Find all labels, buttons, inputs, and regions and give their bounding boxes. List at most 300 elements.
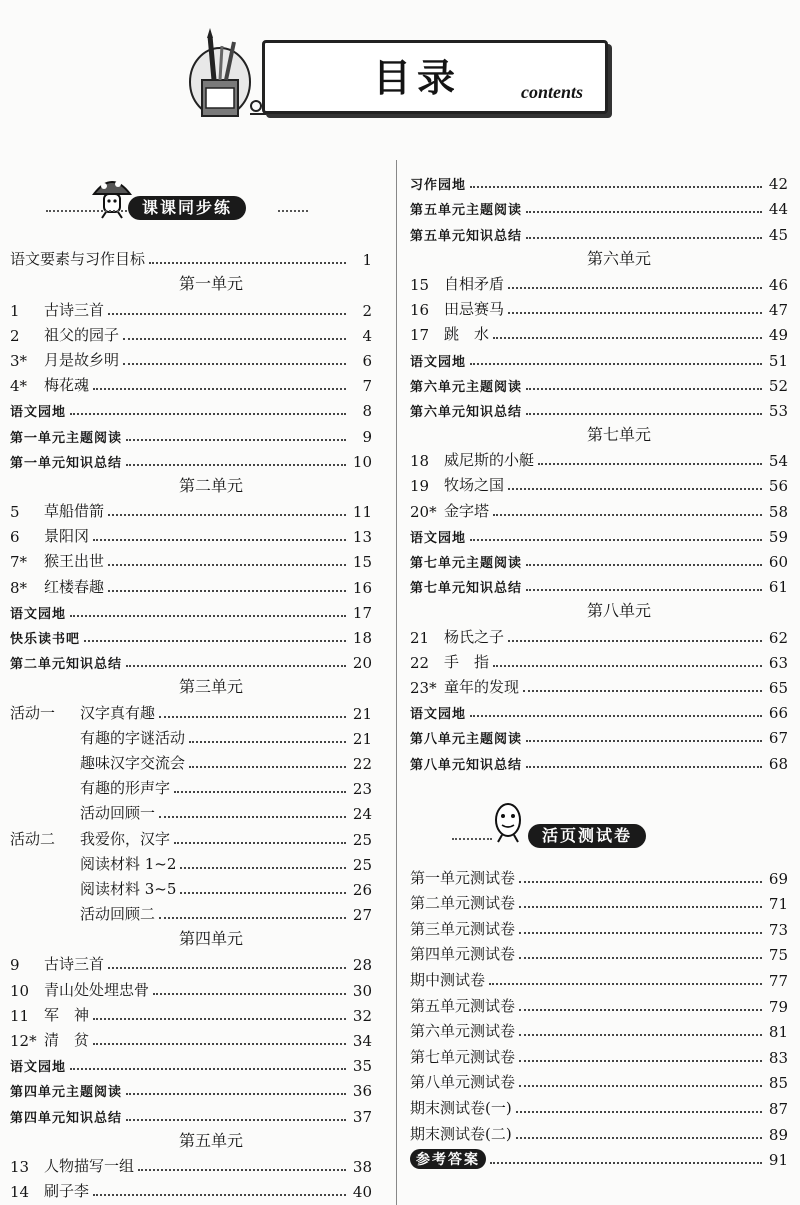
toc-entry[interactable] bbox=[10, 1025, 372, 1050]
dot-leader bbox=[123, 338, 346, 340]
toc-entry[interactable] bbox=[410, 621, 788, 646]
dot-leader bbox=[108, 967, 346, 969]
toc-entry[interactable] bbox=[410, 370, 788, 395]
toc-entry[interactable] bbox=[410, 193, 788, 218]
toc-entry-number: 1 bbox=[10, 301, 20, 320]
unit-heading bbox=[10, 924, 372, 949]
dot-leader bbox=[93, 1018, 346, 1020]
dot-leader bbox=[108, 313, 346, 315]
toc-entry[interactable] bbox=[10, 622, 372, 647]
page-subtitle: contents bbox=[520, 82, 583, 102]
toc-entry-number: 4* bbox=[10, 377, 28, 396]
toc-entry-page: 45 bbox=[768, 225, 788, 244]
dot-leader bbox=[123, 363, 346, 365]
toc-entry[interactable] bbox=[10, 798, 372, 823]
toc-entry-title: 古诗三首 bbox=[44, 300, 105, 319]
toc-entry-page: 81 bbox=[768, 1023, 788, 1042]
toc-entry[interactable] bbox=[410, 294, 788, 319]
dot-leader bbox=[519, 906, 762, 908]
dot-leader bbox=[189, 741, 346, 743]
toc-entry-title: 参考答案 bbox=[410, 1149, 486, 1169]
toc-entry[interactable] bbox=[10, 1075, 372, 1100]
toc-entry-page: 4 bbox=[362, 326, 372, 345]
banner-dots-left bbox=[452, 838, 492, 840]
toc-entry[interactable] bbox=[10, 546, 372, 571]
toc-entry-page: 91 bbox=[768, 1150, 788, 1169]
toc-entry[interactable] bbox=[410, 722, 788, 747]
toc-entry-page: 56 bbox=[768, 477, 788, 496]
dot-leader bbox=[470, 363, 762, 365]
dot-leader bbox=[519, 1085, 762, 1087]
toc-entry-title: 期末测试卷(一) bbox=[410, 1098, 512, 1117]
toc-entry-title: 红楼春趣 bbox=[44, 577, 105, 596]
toc-entry-page: 37 bbox=[352, 1107, 372, 1126]
dot-leader bbox=[526, 388, 762, 390]
toc-entry-title: 第二单元知识总结 bbox=[10, 657, 123, 673]
unit-heading bbox=[410, 244, 788, 269]
toc-entry-title: 第六单元知识总结 bbox=[410, 404, 523, 420]
dot-leader bbox=[70, 413, 346, 415]
toc-entry[interactable] bbox=[10, 899, 372, 924]
dot-leader bbox=[174, 791, 346, 793]
dot-leader bbox=[516, 1137, 762, 1139]
toc-right-column bbox=[410, 168, 788, 773]
toc-entry-title: 第三单元测试卷 bbox=[410, 919, 516, 938]
toc-entry-number: 22 bbox=[410, 653, 430, 672]
toc-entry-title: 第四单元测试卷 bbox=[410, 945, 516, 964]
toc-entry-page: 36 bbox=[352, 1082, 372, 1101]
toc-entry-title: 刷子李 bbox=[44, 1182, 90, 1201]
toc-entry[interactable] bbox=[10, 748, 372, 773]
toc-entry-page: 21 bbox=[352, 729, 372, 748]
dot-leader bbox=[519, 1034, 762, 1036]
toc-entry-number: 16 bbox=[410, 301, 430, 320]
dot-leader bbox=[93, 539, 346, 541]
toc-entry[interactable] bbox=[410, 319, 788, 344]
toc-entry-page: 10 bbox=[352, 452, 372, 471]
toc-entry[interactable] bbox=[410, 1067, 788, 1093]
toc-entry-title: 语文园地 bbox=[10, 405, 67, 421]
toc-entry-title: 语文园地 bbox=[410, 530, 467, 546]
toc-entry-page: 24 bbox=[352, 805, 372, 824]
toc-entry-title: 第七单元测试卷 bbox=[410, 1047, 516, 1066]
toc-entry-page: 63 bbox=[768, 653, 788, 672]
dot-leader bbox=[180, 867, 346, 869]
toc-entry-title: 习作园地 bbox=[410, 178, 467, 194]
toc-entry-number: 18 bbox=[410, 452, 430, 471]
toc-entry[interactable] bbox=[10, 1100, 372, 1125]
toc-entry-title: 第四单元主题阅读 bbox=[10, 1085, 123, 1101]
toc-entry-number: 20* bbox=[410, 502, 437, 521]
unit-heading bbox=[10, 471, 372, 496]
toc-entry[interactable] bbox=[10, 874, 372, 899]
toc-entry[interactable] bbox=[10, 370, 372, 395]
toc-entry-page: 77 bbox=[768, 971, 788, 990]
toc-entry[interactable] bbox=[410, 1144, 788, 1169]
toc-entry[interactable] bbox=[10, 697, 372, 722]
toc-entry-page: 79 bbox=[768, 997, 788, 1016]
toc-entry[interactable] bbox=[410, 913, 788, 939]
toc-entry-title: 祖父的园子 bbox=[44, 325, 120, 344]
unit-heading bbox=[10, 672, 372, 697]
toc-entry-number: 14 bbox=[10, 1183, 30, 1202]
unit-title: 第四单元 bbox=[178, 929, 243, 949]
dot-leader bbox=[470, 715, 762, 717]
dot-leader bbox=[523, 690, 762, 692]
toc-entry-page: 49 bbox=[768, 326, 788, 345]
toc-entry-page: 44 bbox=[768, 200, 788, 219]
toc-entry-title: 汉字真有趣 bbox=[80, 703, 156, 722]
dot-leader bbox=[93, 1043, 346, 1045]
dot-leader bbox=[93, 1194, 346, 1196]
toc-entry-page: 60 bbox=[768, 553, 788, 571]
dot-leader bbox=[470, 539, 762, 541]
dot-leader bbox=[538, 463, 762, 465]
toc-entry-page: 25 bbox=[352, 830, 372, 849]
toc-entry-page: 51 bbox=[768, 351, 788, 370]
toc-entry[interactable] bbox=[410, 697, 788, 722]
toc-entry-title: 语文园地 bbox=[10, 1060, 67, 1076]
toc-entry-title: 第一单元知识总结 bbox=[10, 455, 123, 471]
toc-left-column bbox=[10, 244, 372, 1201]
toc-entry-page: 75 bbox=[768, 946, 788, 965]
dot-leader bbox=[508, 640, 762, 642]
toc-entry-title: 景阳冈 bbox=[44, 527, 90, 546]
dot-leader bbox=[153, 993, 346, 995]
toc-entry-number: 11 bbox=[10, 1006, 30, 1025]
dot-leader bbox=[159, 917, 346, 919]
toc-entry-page: 53 bbox=[768, 401, 788, 420]
toc-entry-number: 9 bbox=[10, 956, 20, 975]
toc-entry-page: 20 bbox=[352, 654, 372, 673]
toc-entry-title: 第七单元知识总结 bbox=[410, 581, 523, 597]
toc-entry-page: 58 bbox=[768, 502, 788, 521]
dot-leader bbox=[126, 665, 346, 667]
toc-entry-title: 第六单元测试卷 bbox=[410, 1022, 516, 1041]
toc-entry-page: 23 bbox=[352, 780, 372, 799]
toc-entry-page: 9 bbox=[362, 427, 372, 446]
toc-entry[interactable] bbox=[10, 597, 372, 622]
unit-heading bbox=[10, 1126, 372, 1151]
dot-leader bbox=[508, 488, 762, 490]
toc-entry-page: 47 bbox=[768, 301, 788, 320]
toc-entry-page: 46 bbox=[768, 275, 788, 294]
dot-leader bbox=[493, 665, 762, 667]
toc-entry[interactable] bbox=[410, 218, 788, 243]
toc-entry-page: 1 bbox=[362, 251, 372, 270]
toc-entry[interactable] bbox=[410, 647, 788, 672]
title-box bbox=[262, 40, 608, 114]
toc-entry-page: 2 bbox=[362, 301, 372, 320]
unit-title: 第一单元 bbox=[178, 274, 243, 294]
dot-leader bbox=[126, 439, 346, 441]
toc-entry-title: 语文园地 bbox=[410, 707, 467, 723]
toc-entry[interactable] bbox=[410, 521, 788, 546]
section-banner-tests bbox=[440, 806, 780, 850]
toc-entry-title: 第八单元知识总结 bbox=[410, 757, 523, 773]
toc-entry-number: 12* bbox=[10, 1032, 37, 1050]
dot-leader bbox=[508, 287, 762, 289]
toc-entry-title: 第八单元测试卷 bbox=[410, 1073, 516, 1092]
toc-entry-page: 22 bbox=[352, 754, 372, 773]
toc-entry-title: 有趣的形声字 bbox=[80, 779, 171, 798]
toc-entry[interactable] bbox=[10, 345, 372, 370]
unit-title: 第七单元 bbox=[586, 425, 651, 445]
toc-entry[interactable] bbox=[410, 747, 788, 772]
toc-entry-number: 15 bbox=[410, 275, 430, 294]
toc-entry-number: 6 bbox=[10, 528, 20, 547]
toc-entry-title: 威尼斯的小艇 bbox=[444, 451, 535, 470]
toc-entry[interactable] bbox=[410, 862, 788, 888]
dot-leader bbox=[189, 766, 346, 768]
toc-entry-title: 第一单元测试卷 bbox=[410, 868, 516, 887]
toc-entry-number: 2 bbox=[10, 326, 20, 345]
toc-entry-page: 35 bbox=[352, 1057, 372, 1076]
toc-entry-page: 6 bbox=[362, 351, 372, 370]
dot-leader bbox=[159, 816, 346, 818]
toc-entry-title: 军 神 bbox=[44, 1005, 90, 1024]
dot-leader bbox=[519, 1060, 762, 1062]
section-title-sync: 课课同步练 bbox=[128, 196, 246, 220]
toc-entry[interactable] bbox=[10, 849, 372, 874]
toc-entry-page: 42 bbox=[768, 175, 788, 194]
toc-entry-title: 童年的发现 bbox=[444, 677, 520, 696]
toc-entry-title: 金字塔 bbox=[444, 501, 490, 520]
toc-entry[interactable] bbox=[410, 1092, 788, 1118]
toc-entry-page: 26 bbox=[352, 880, 372, 899]
dot-leader bbox=[508, 312, 762, 314]
toc-tests-column bbox=[410, 862, 788, 1169]
toc-entry[interactable] bbox=[410, 1016, 788, 1042]
toc-entry[interactable] bbox=[410, 888, 788, 914]
toc-entry-number: 13 bbox=[10, 1157, 30, 1176]
toc-entry[interactable] bbox=[410, 495, 788, 520]
toc-entry[interactable] bbox=[10, 773, 372, 798]
toc-entry-page: 83 bbox=[768, 1048, 788, 1067]
toc-entry[interactable] bbox=[410, 470, 788, 495]
toc-entry-title: 田忌赛马 bbox=[444, 300, 505, 319]
toc-entry-page: 52 bbox=[768, 376, 788, 395]
unit-heading bbox=[410, 420, 788, 445]
dot-leader bbox=[519, 1009, 762, 1011]
toc-entry-page: 27 bbox=[352, 906, 372, 925]
toc-entry-title: 牧场之国 bbox=[444, 476, 505, 495]
toc-entry-title: 阅读材料 1~2 bbox=[80, 854, 177, 873]
dot-leader bbox=[126, 464, 346, 466]
dot-leader bbox=[70, 1068, 346, 1070]
dot-leader bbox=[490, 1162, 762, 1164]
toc-entry-title: 活动回顾二 bbox=[80, 905, 156, 924]
toc-entry-title: 期末测试卷(二) bbox=[410, 1124, 512, 1143]
dot-leader bbox=[159, 716, 346, 718]
unit-title: 第三单元 bbox=[178, 677, 243, 697]
unit-heading bbox=[10, 269, 372, 294]
toc-entry[interactable] bbox=[10, 521, 372, 546]
toc-entry-title: 杨氏之子 bbox=[444, 627, 505, 646]
toc-entry-page: 18 bbox=[352, 629, 372, 647]
toc-entry-page: 17 bbox=[352, 603, 372, 622]
toc-entry[interactable] bbox=[10, 1000, 372, 1025]
dot-leader bbox=[70, 615, 346, 617]
toc-entry[interactable] bbox=[10, 1050, 372, 1075]
toc-entry-number: 7* bbox=[10, 553, 28, 572]
toc-entry-page: 65 bbox=[768, 678, 788, 697]
banner-dots-right bbox=[278, 210, 308, 212]
dot-leader bbox=[149, 262, 346, 264]
dot-leader bbox=[174, 842, 346, 844]
toc-entry[interactable] bbox=[10, 395, 372, 420]
toc-entry-title: 第六单元主题阅读 bbox=[410, 379, 523, 395]
dot-leader bbox=[526, 589, 762, 591]
toc-entry-page: 32 bbox=[352, 1006, 372, 1025]
toc-entry[interactable] bbox=[10, 320, 372, 345]
toc-entry-number: 活动一 bbox=[10, 703, 56, 722]
toc-entry-title: 跳 水 bbox=[444, 325, 490, 344]
toc-entry-number: 8* bbox=[10, 578, 28, 597]
toc-entry-page: 67 bbox=[768, 729, 788, 748]
toc-entry-title: 青山处处埋忠骨 bbox=[44, 980, 150, 999]
toc-entry-title: 第五单元知识总结 bbox=[410, 228, 523, 244]
toc-entry-title: 第二单元测试卷 bbox=[410, 894, 516, 913]
toc-entry-page: 59 bbox=[768, 527, 788, 546]
toc-entry[interactable] bbox=[410, 672, 788, 697]
toc-entry-page: 21 bbox=[352, 704, 372, 723]
toc-entry[interactable] bbox=[10, 949, 372, 974]
toc-entry-page: 16 bbox=[352, 578, 372, 597]
toc-entry[interactable] bbox=[10, 420, 372, 445]
toc-entry-page: 8 bbox=[362, 402, 372, 421]
toc-entry-title: 活动回顾一 bbox=[80, 804, 156, 823]
toc-entry-title: 第五单元测试卷 bbox=[410, 996, 516, 1015]
toc-entry-title: 第四单元知识总结 bbox=[10, 1110, 123, 1126]
toc-entry-page: 54 bbox=[768, 452, 788, 471]
dot-leader bbox=[526, 237, 762, 239]
toc-entry-title: 第七单元主题阅读 bbox=[410, 556, 523, 571]
dot-leader bbox=[519, 932, 762, 934]
toc-entry-title: 第五单元主题阅读 bbox=[410, 203, 523, 219]
toc-entry-title: 人物描写一组 bbox=[44, 1156, 135, 1175]
toc-entry-page: 73 bbox=[768, 920, 788, 939]
dot-leader bbox=[108, 564, 346, 566]
unit-title: 第六单元 bbox=[586, 248, 651, 268]
dot-leader bbox=[126, 1119, 346, 1121]
toc-entry[interactable] bbox=[10, 496, 372, 521]
toc-entry-title: 快乐读书吧 bbox=[10, 632, 81, 647]
toc-entry-title: 阅读材料 3~5 bbox=[80, 879, 177, 898]
toc-entry-title: 猴王出世 bbox=[44, 552, 105, 571]
toc-entry-page: 61 bbox=[768, 578, 788, 597]
dot-leader bbox=[526, 564, 762, 566]
dot-leader bbox=[180, 892, 346, 894]
toc-entry[interactable] bbox=[410, 1118, 788, 1144]
toc-entry-title: 古诗三首 bbox=[44, 955, 105, 974]
dot-leader bbox=[526, 413, 762, 415]
toc-entry-page: 62 bbox=[768, 628, 788, 647]
dot-leader bbox=[526, 211, 762, 213]
dot-leader bbox=[108, 514, 346, 516]
page-title: 目录 bbox=[373, 55, 462, 100]
toc-entry[interactable] bbox=[410, 1041, 788, 1067]
toc-entry[interactable] bbox=[410, 571, 788, 596]
toc-entry[interactable] bbox=[10, 823, 372, 848]
toc-entry[interactable] bbox=[10, 1176, 372, 1201]
toc-entry[interactable] bbox=[10, 446, 372, 471]
unit-heading bbox=[410, 596, 788, 621]
unit-title: 第八单元 bbox=[586, 601, 651, 621]
toc-entry[interactable] bbox=[410, 546, 788, 571]
toc-entry-title: 月是故乡明 bbox=[44, 350, 120, 369]
toc-entry-page: 11 bbox=[352, 503, 372, 522]
toc-entry-page: 68 bbox=[768, 754, 788, 773]
toc-entry[interactable] bbox=[10, 244, 372, 269]
dot-leader bbox=[126, 1093, 346, 1095]
toc-entry-page: 34 bbox=[352, 1032, 372, 1050]
toc-entry-title: 趣味汉字交流会 bbox=[80, 753, 186, 772]
toc-entry-page: 15 bbox=[352, 553, 372, 572]
toc-entry[interactable] bbox=[10, 974, 372, 999]
toc-entry-page: 87 bbox=[768, 1099, 788, 1118]
dot-leader bbox=[526, 766, 762, 768]
dot-leader bbox=[519, 881, 762, 883]
dot-leader bbox=[493, 337, 762, 339]
toc-entry-title: 自相矛盾 bbox=[444, 274, 505, 293]
dot-leader bbox=[138, 1169, 346, 1171]
unit-title: 第五单元 bbox=[178, 1130, 243, 1150]
toc-entry[interactable] bbox=[10, 723, 372, 748]
toc-entry-page: 25 bbox=[352, 855, 372, 874]
toc-entry-title: 我爱你，汉字 bbox=[80, 829, 171, 848]
toc-entry-title: 有趣的字谜活动 bbox=[80, 728, 186, 747]
toc-entry-number: 17 bbox=[410, 326, 430, 345]
toc-entry-number: 10 bbox=[10, 981, 30, 1000]
page-header bbox=[0, 0, 800, 150]
dot-leader bbox=[526, 740, 762, 742]
toc-entry-page: 38 bbox=[352, 1157, 372, 1176]
dot-leader bbox=[516, 1111, 762, 1113]
dot-leader bbox=[519, 957, 762, 959]
toc-entry-number: 3* bbox=[10, 351, 28, 370]
toc-entry-title: 期中测试卷 bbox=[410, 970, 486, 989]
toc-entry-title: 清 贫 bbox=[44, 1031, 90, 1049]
toc-entry-number: 19 bbox=[410, 477, 430, 496]
toc-entry-title: 草船借箭 bbox=[44, 502, 105, 521]
toc-entry-title: 语文园地 bbox=[10, 606, 67, 622]
toc-entry[interactable] bbox=[10, 294, 372, 319]
dot-leader bbox=[493, 514, 762, 516]
toc-entry[interactable] bbox=[410, 964, 788, 990]
toc-entry-page: 28 bbox=[352, 956, 372, 975]
toc-entry[interactable] bbox=[410, 344, 788, 369]
toc-entry[interactable] bbox=[410, 269, 788, 294]
dot-leader bbox=[93, 388, 346, 390]
toc-entry-title: 语文园地 bbox=[410, 354, 467, 370]
toc-entry-number: 活动二 bbox=[10, 829, 56, 848]
dot-leader bbox=[84, 640, 346, 642]
toc-entry[interactable] bbox=[410, 395, 788, 420]
toc-entry[interactable] bbox=[410, 445, 788, 470]
bean-mascot-icon bbox=[488, 798, 528, 844]
toc-entry[interactable] bbox=[410, 990, 788, 1016]
toc-entry[interactable] bbox=[410, 939, 788, 965]
toc-entry[interactable] bbox=[10, 1151, 372, 1176]
toc-entry[interactable] bbox=[10, 647, 372, 672]
toc-entry[interactable] bbox=[10, 571, 372, 596]
toc-entry-page: 7 bbox=[362, 377, 372, 396]
section-title-tests: 活页测试卷 bbox=[528, 824, 646, 848]
toc-entry[interactable] bbox=[410, 168, 788, 193]
toc-entry-page: 89 bbox=[768, 1125, 788, 1144]
toc-entry-page: 40 bbox=[352, 1183, 372, 1202]
